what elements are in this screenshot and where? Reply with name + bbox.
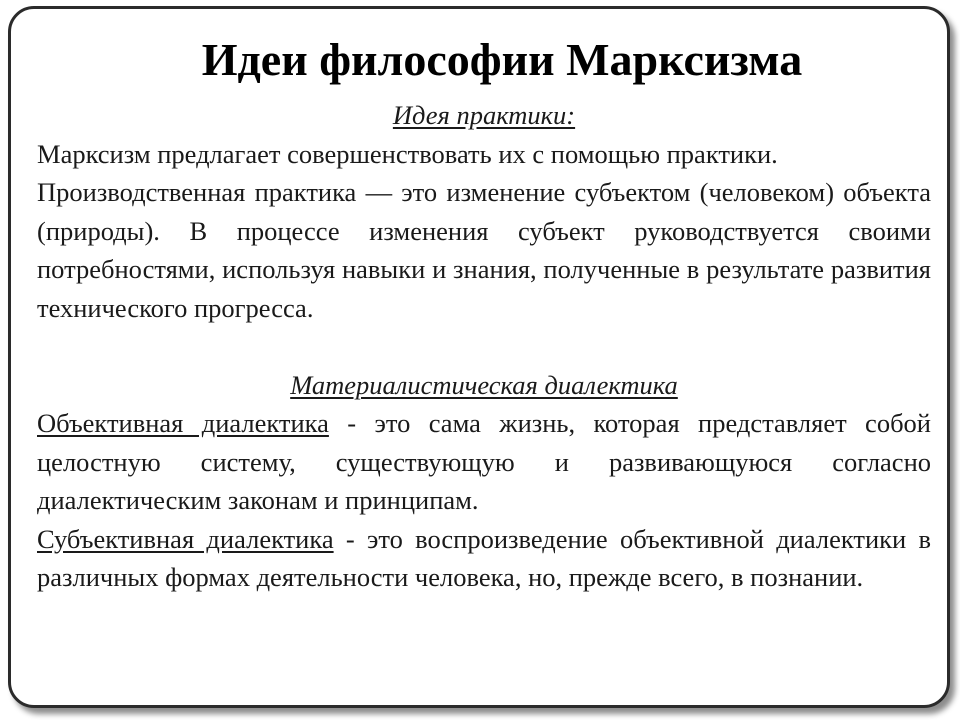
slide-title: Идеи философии Марксизма — [201, 34, 803, 85]
section-heading-dialectics: Материалистическая диалектика — [290, 369, 678, 400]
objective-dialectics-term: Объективная диалектика — [37, 408, 329, 438]
practice-intro-line: Марксизм предлагает совершенствовать их с помощью практики. — [37, 138, 778, 169]
objective-dialectics-paragraph — [37, 404, 931, 520]
subjective-dialectics-text: - это воспроизведение объективной диалектики в различных формах деятельности человека, но, прежде всего, в познании. — [37, 523, 931, 592]
subjective-dialectics-paragraph — [37, 520, 931, 597]
section-heading-practice: Идея практики: — [392, 100, 576, 130]
spacer — [37, 327, 931, 366]
slide-content — [37, 96, 931, 597]
practice-paragraph: Производственная практика — это изменение субъектом (человеком) объекта (природы). В процессе изменения субъект руководствуется своими потребностями, используя навыки и знания, полученные в результате развития технического прогресса. — [37, 177, 931, 323]
objective-dialectics-text: - это сама жизнь, которая представляет собой целостную систему, существующую и развивающуюся согласно диалектическим законам и принципам. — [37, 408, 931, 515]
subjective-dialectics-term: Субъективная диалектика — [37, 523, 334, 554]
